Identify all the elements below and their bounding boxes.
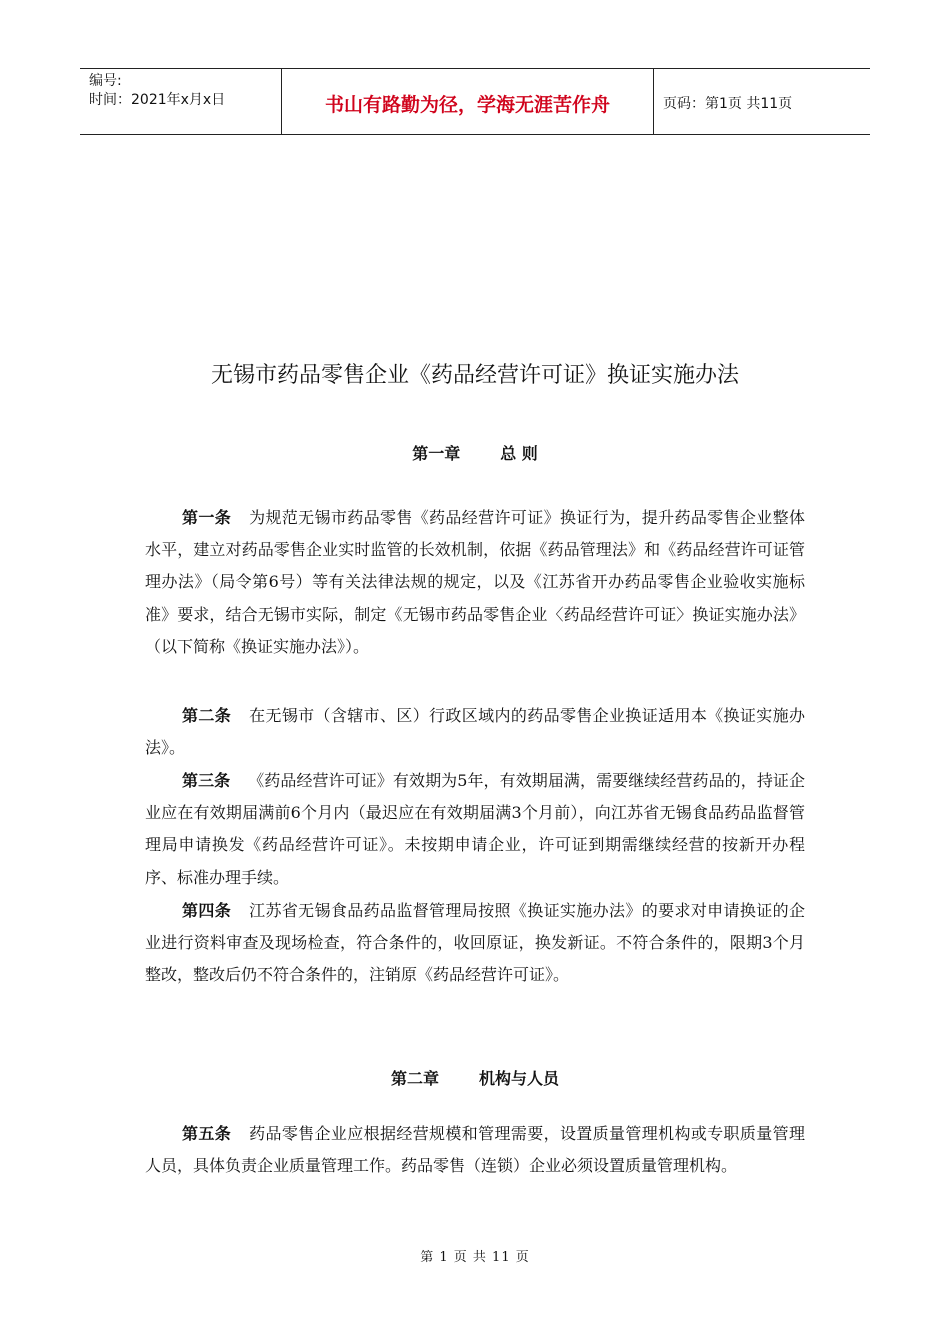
article-4-label: 第四条: [182, 901, 232, 920]
page-header: [80, 68, 870, 135]
article-3-label: 第三条: [182, 771, 231, 790]
article-4-text: 江苏省无锡食品药品监督管理局按照《换证实施办法》的要求对申请换证的企业进行资料审查及现场检查，符合条件的，收回原证，换发新证。不符合条件的，限期3个月整改，整改后仍不符合条件的，注销原《药品经营许可证》。: [145, 901, 805, 985]
page-footer: 第 1 页 共 11 页: [420, 1250, 530, 1265]
chapter-2-name: 机构与人员: [479, 1069, 560, 1088]
chapter-1-number: 第一章: [412, 444, 461, 463]
document-title: 无锡市药品零售企业《药品经营许可证》换证实施办法: [210, 363, 739, 388]
article-5-text: 药品零售企业应根据经营规模和管理需要，设置质量管理机构或专职质量管理人员，具体负责企业质量管理工作。药品零售（连锁）企业必须设置质量管理机构。: [145, 1124, 805, 1176]
header-page-info: 页码：第1页 共11页: [663, 95, 793, 112]
chapter-2-heading: [0, 1066, 950, 1089]
article-3-text: 《药品经营许可证》有效期为5年，有效期届满，需要继续经营药品的，持证企业应在有效期届满前6个月内（最迟应在有效期届满3个月前），向江苏省无锡食品药品监督管理局申请换发《药品经营许可证》。未按期申请企业，许可证到期需继续经营的按新开办程序、标准办理手续。: [145, 771, 805, 887]
chapter-1-name: 总 则: [500, 444, 538, 463]
article-1-label: 第一条: [182, 508, 232, 527]
header-motto: 书山有路勤为径，学海无涯苦作舟: [282, 69, 654, 134]
article-5: [145, 1118, 805, 1182]
document-time-label: 时间：2021年x月x日: [89, 92, 226, 108]
document-number-label: 编号:: [89, 73, 122, 89]
article-5-label: 第五条: [182, 1124, 232, 1143]
article-1-text: 为规范无锡市药品零售《药品经营许可证》换证行为，提升药品零售企业整体水平，建立对药品零售企业实时监管的长效机制，依据《药品管理法》和《药品经营许可证管理办法》（局令第6号）等有关法律法规的规定，以及《江苏省开办药品零售企业验收实施标准》要求，结合无锡市实际，制定《无锡市药品零售企业〈药品经营许可证〉换证实施办法》（以下简称《换证实施办法》）。: [145, 508, 805, 656]
article-2: [145, 700, 805, 764]
article-2-text: 在无锡市（含辖市、区）行政区域内的药品零售企业换证适用本《换证实施办法》。: [145, 706, 805, 758]
chapter-1-heading: [0, 441, 950, 464]
article-2-label: 第二条: [182, 706, 232, 725]
chapter-2-number: 第二章: [390, 1069, 439, 1088]
header-meta: [80, 69, 282, 134]
article-3: [145, 765, 805, 894]
article-4: [145, 895, 805, 992]
article-1: [145, 502, 805, 663]
